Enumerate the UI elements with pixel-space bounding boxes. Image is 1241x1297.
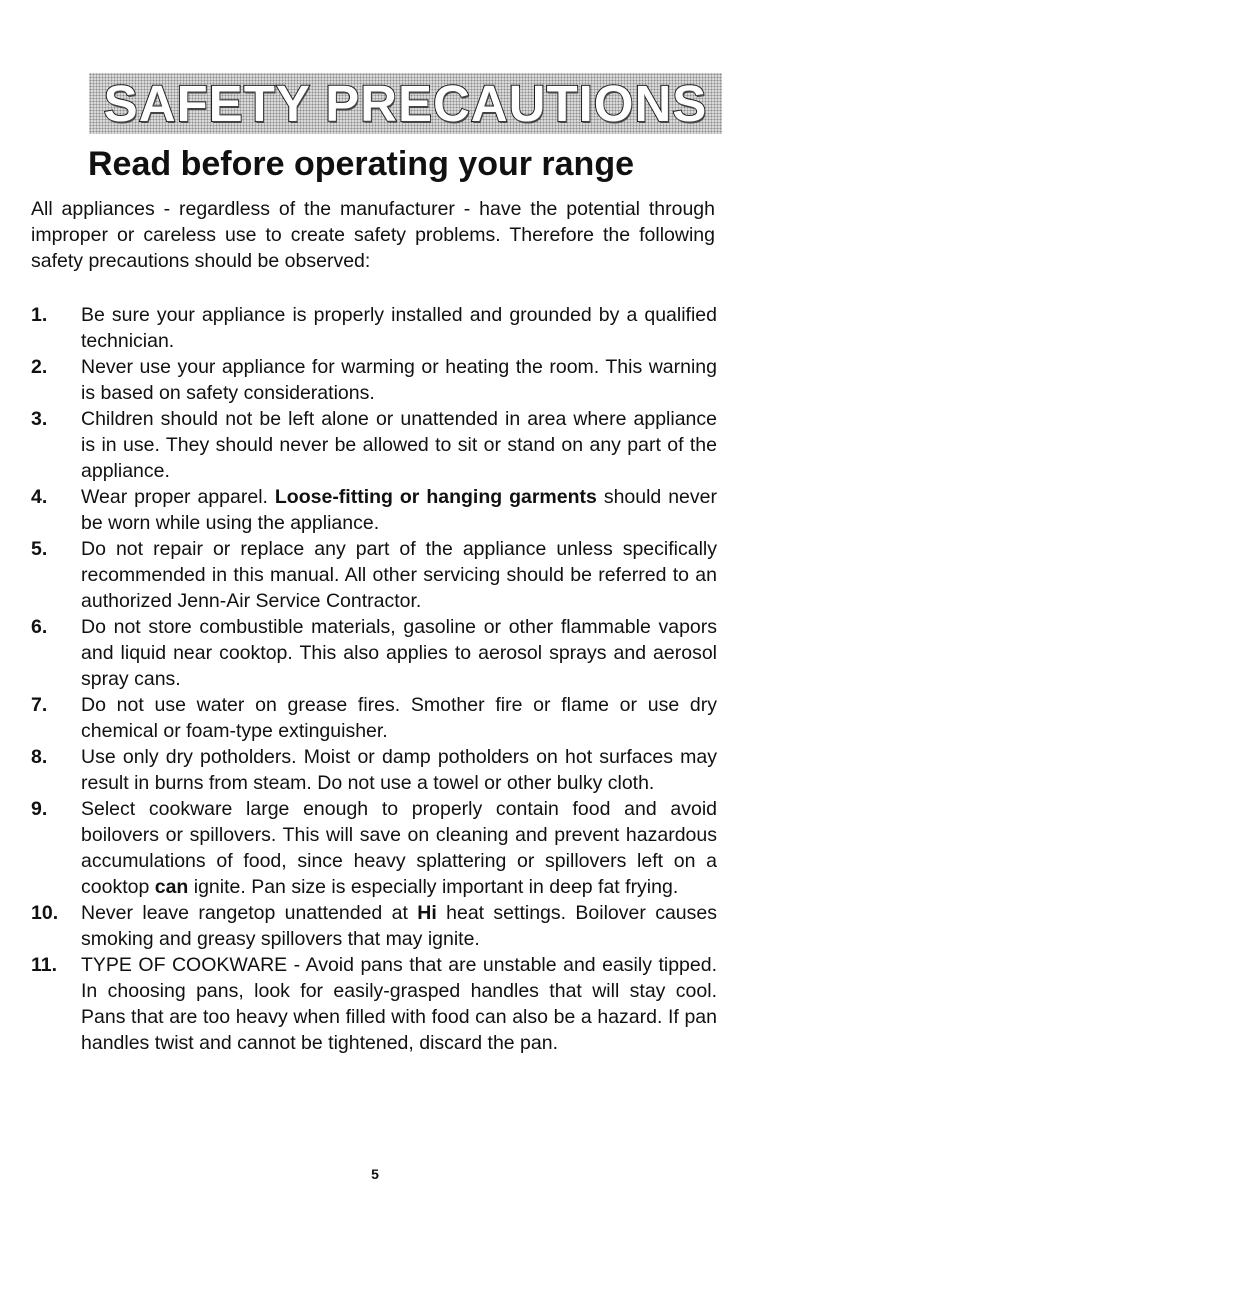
- precaution-text: [81, 304, 717, 352]
- emphasized-text: Loose-fitting or hanging garments: [274, 486, 597, 508]
- text-segment: should never be worn while using the appliance.: [81, 486, 717, 534]
- precaution-number: 2.: [31, 356, 48, 378]
- text-segment: Use only dry potholders. Moist or damp potholders on hot surfaces may result in burns from steam. Do not use a towel or other bulky cloth.: [81, 746, 717, 794]
- text-segment: Children should not be left alone or unattended in area where appliance is in use. They should never be allowed to sit or stand on any part of the appliance.: [81, 408, 717, 482]
- text-segment: Never use your appliance for warming or heating the room. This warning is based on safety considerations.: [81, 356, 717, 404]
- text-segment: heat settings. Boilover causes smoking and greasy spillovers that may ignite.: [81, 902, 718, 950]
- precaution-item: [31, 900, 717, 952]
- precaution-text: [81, 616, 717, 690]
- precaution-text: [81, 694, 717, 742]
- precaution-text: [81, 798, 717, 898]
- precaution-text: [81, 356, 717, 404]
- text-segment: Wear proper apparel.: [81, 486, 275, 508]
- intro-paragraph: All appliances - regardless of the manufacturer - have the potential through improper or careless use to create safety problems. Therefore the following safety precautions should be observed:: [31, 198, 715, 272]
- text-segment: Do not store combustible materials, gasoline or other flammable vapors and liquid near cooktop. This also applies to aerosol sprays and aerosol spray cans.: [81, 616, 717, 690]
- precaution-number: 10.: [31, 902, 59, 924]
- text-segment: Do not repair or replace any part of the appliance unless specifically recommended in this manual. All other servicing should be referred to an authorized Jenn-Air Service Contractor.: [81, 538, 717, 612]
- precaution-number: 4.: [31, 486, 48, 508]
- banner-title: SAFETY PRECAUTIONS: [103, 75, 708, 132]
- precaution-item: [31, 406, 717, 484]
- precaution-number: 5.: [31, 538, 48, 560]
- precaution-item: [31, 796, 717, 900]
- precaution-item: [31, 484, 717, 536]
- precaution-text: [81, 746, 717, 794]
- precaution-text: [81, 408, 717, 482]
- text-segment: TYPE OF COOKWARE - Avoid pans that are unstable and easily tipped. In choosing pans, look for easily-grasped handles that will stay cool. Pans that are too heavy when filled with food can also be a hazard. If pan handles twist and cannot be tightened, discard the pan.: [81, 954, 717, 1054]
- precaution-item: [31, 354, 717, 406]
- emphasized-text: Hi: [417, 902, 437, 924]
- precaution-item: [31, 952, 717, 1056]
- precaution-text: [81, 538, 717, 612]
- precaution-number: 8.: [31, 746, 48, 768]
- safety-precautions-banner: [89, 73, 722, 134]
- precaution-text: [81, 954, 717, 1054]
- precaution-item: [31, 536, 717, 614]
- emphasized-text: can: [154, 876, 189, 898]
- precautions-list: [31, 302, 717, 1056]
- text-segment: Select cookware large enough to properly contain food and avoid boilovers or spillovers. This will save on cleaning and prevent hazardous accumulations of food, since heavy splattering or spillovers left on a cooktop: [81, 798, 717, 898]
- precaution-number: 9.: [31, 798, 48, 820]
- page-number: 5: [371, 1166, 379, 1182]
- precaution-number: 3.: [31, 408, 48, 430]
- precaution-text: [81, 486, 717, 534]
- text-segment: ignite. Pan size is especially important in deep fat frying.: [188, 876, 679, 898]
- precaution-text: [81, 902, 717, 950]
- precaution-item: [31, 614, 717, 692]
- precaution-item: [31, 692, 717, 744]
- precaution-item: [31, 302, 717, 354]
- text-segment: Be sure your appliance is properly installed and grounded by a qualified technician.: [81, 304, 717, 352]
- precaution-number: 11.: [31, 954, 58, 976]
- precaution-number: 1.: [31, 304, 48, 326]
- page-subtitle: Read before operating your range: [88, 145, 634, 183]
- text-segment: Never leave rangetop unattended at: [81, 902, 418, 924]
- text-segment: Do not use water on grease fires. Smother fire or flame or use dry chemical or foam-type extinguisher.: [81, 694, 717, 742]
- precaution-item: [31, 744, 717, 796]
- precaution-number: 6.: [31, 616, 48, 638]
- precaution-number: 7.: [31, 694, 48, 716]
